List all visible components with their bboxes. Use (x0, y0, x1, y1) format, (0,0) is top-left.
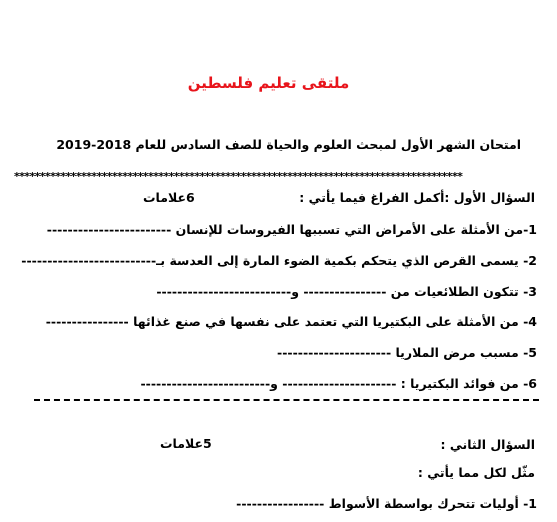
question1-item-3: 3- تتكون الطلائعيات من ---------------- و-------------------------- (156, 284, 537, 299)
question2-marks: 5علامات (160, 436, 212, 451)
question2-instruction: مثّل لكل مما يأتي : (417, 465, 535, 480)
question1-item-6: 6- من فوائد البكتيريا : ---------------------- و------------------------- (140, 376, 537, 391)
question1-heading: السؤال الأول :أكمل الفراغ فيما يأتي : (299, 190, 535, 205)
question2-item-1: 1- أوليات تتحرك بواسطة الأسواط ----------------- (236, 496, 537, 511)
question1-item-1: 1-من الأمثلة على الأمراض التي تسببها الفيروسات للإنسان ------------------------ (46, 222, 537, 237)
question2-heading: السؤال الثاني : (440, 437, 535, 452)
page-title: ملتقى تعليم فلسطين (187, 74, 350, 92)
question1-item-2: 2- يسمى القرص الذي يتحكم بكمية الضوء المارة إلى العدسة بـ-------------------------- (21, 253, 537, 268)
exam-header: امتحان الشهر الأول لمبحث العلوم والحياة للصف السادس للعام 2018-2019 (56, 137, 521, 152)
question1-marks: 6علامات (143, 190, 195, 205)
question1-item-4: 4- من الأمثلة على البكتيريا التي تعتمد على نفسها في صنع غذائها ---------------- (45, 314, 537, 329)
star-separator: *************************************************************************************** (14, 170, 463, 183)
question1-item-5: 5- مسبب مرض الملاريا ---------------------- (277, 345, 537, 360)
dashed-divider (34, 399, 539, 401)
